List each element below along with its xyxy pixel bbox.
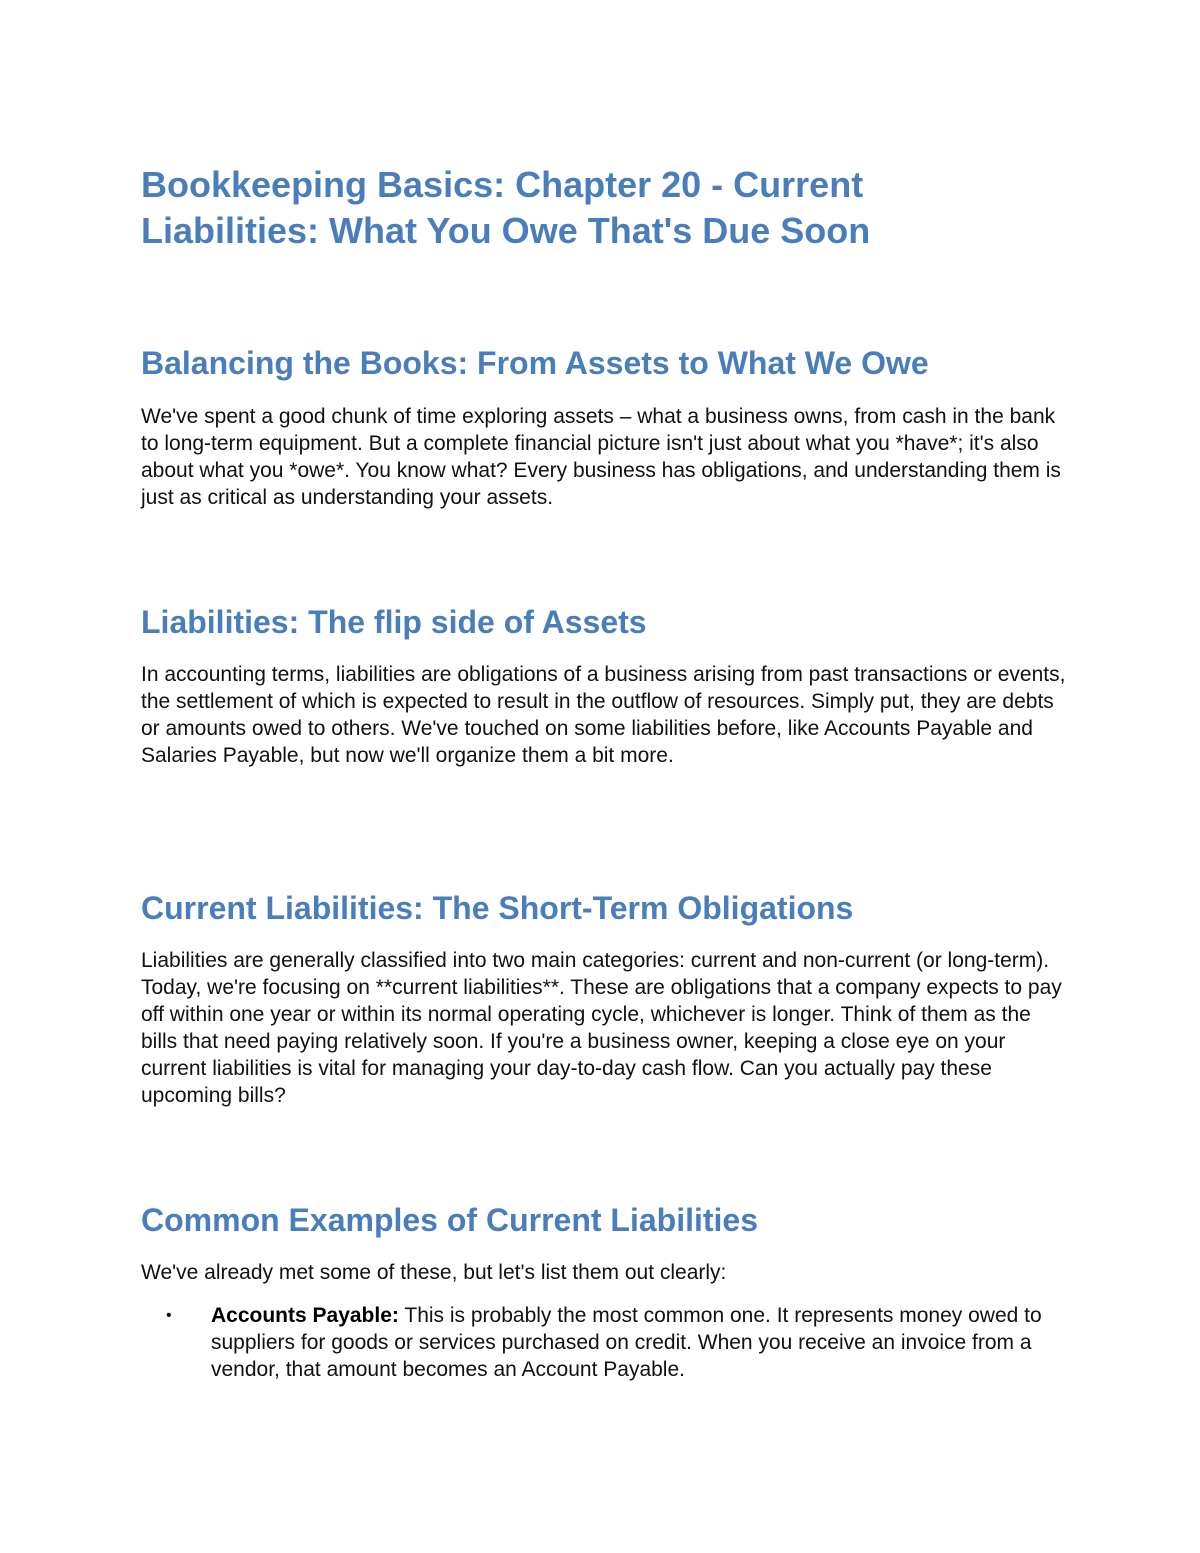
document-title: Bookkeeping Basics: Chapter 20 - Current Liabilities: What You Owe That's Due Soon [141,164,871,251]
section-heading-common-examples: Common Examples of Current Liabilities [141,1202,758,1238]
examples-bullet-list [141,1302,1071,1383]
section-paragraph-current-liabilities: Liabilities are generally classified into two main categories: current and non-current (or long-term). Today, we're focusing on **current liabilities**. These are obligations that a company expects to pay off within one year or within its normal operating cycle, whichever is longer. Think of them as the bills that need paying relatively soon. If you're a business owner, keeping a close eye on your current liabilities is vital for managing your day-to-day cash flow. Can you actually pay these upcoming bills? [141,949,1062,1107]
section-paragraph-liabilities: In accounting terms, liabilities are obligations of a business arising from past transactions or events, the settlement of which is expected to result in the outflow of resources. Simply put, they are debts or amounts owed to others. We've touched on some liabilities before, like Accounts Payable and Salaries Payable, but now we'll organize them a bit more. [141,663,1066,767]
bullet-icon: • [166,1307,172,1324]
section-paragraph-balancing: We've spent a good chunk of time exploring assets – what a business owns, from cash in the bank to long-term equipment. But a complete financial picture isn't just about what you *have*; it's also about what you *owe*. You know what? Every business has obligations, and understanding them is just as critical as understanding your assets. [141,405,1061,509]
section-heading-balancing: Balancing the Books: From Assets to What We Owe [141,345,929,381]
bullet-term: Accounts Payable: [211,1304,399,1327]
section-heading-liabilities: Liabilities: The flip side of Assets [141,604,647,640]
list-item [141,1302,1071,1383]
section-paragraph-common-examples: We've already met some of these, but let's list them out clearly: [141,1261,727,1284]
section-heading-current-liabilities: Current Liabilities: The Short-Term Obligations [141,890,854,926]
bullet-text: This is probably the most common one. It represents money owed to suppliers for goods or services purchased on credit. When you receive an invoice from a vendor, that amount becomes an Account Payable. [211,1304,1042,1381]
